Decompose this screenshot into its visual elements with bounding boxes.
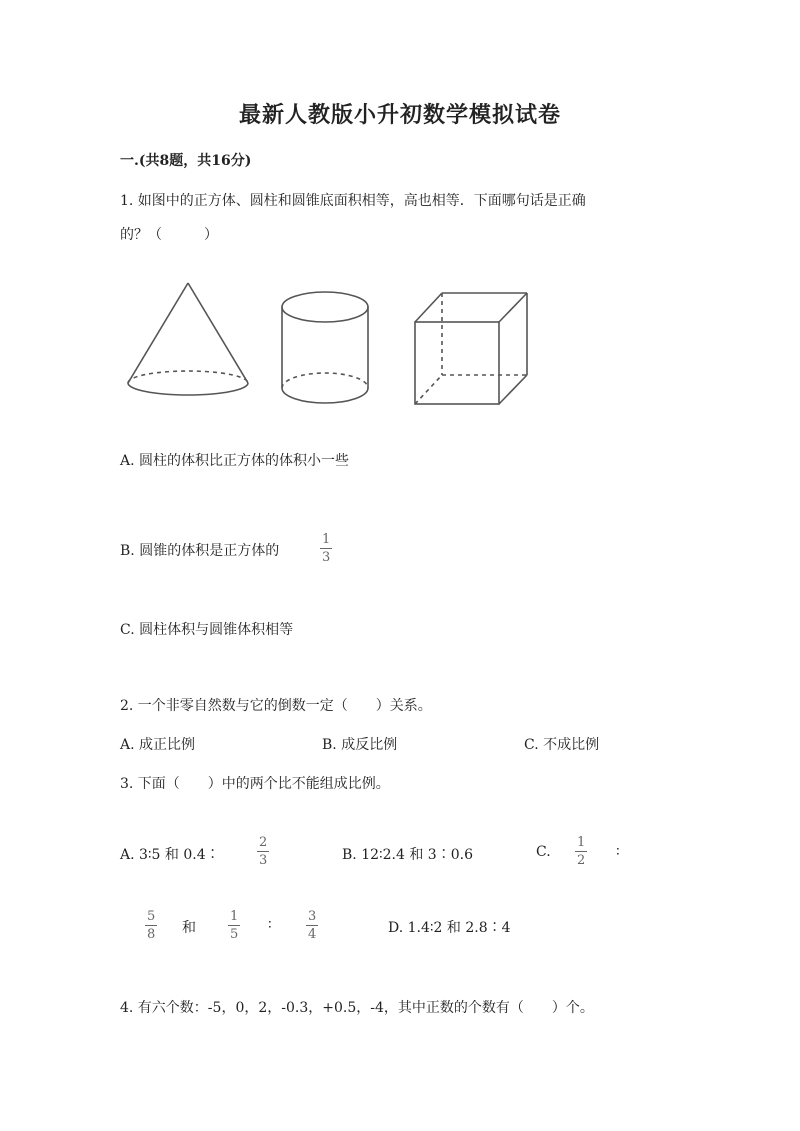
- q2-option-b: B. 成反比例: [322, 737, 398, 753]
- fraction-numerator: 1: [322, 532, 331, 547]
- q2-option-c: C. 不成比例: [524, 737, 600, 753]
- q1-option-b-fraction: [320, 533, 332, 564]
- fraction-numerator: 5: [147, 909, 156, 924]
- fraction-denominator: 4: [308, 927, 317, 942]
- q1-option-c: C. 圆柱体积与圆锥体积相等: [120, 622, 294, 638]
- q3-option-c-fraction-2: [145, 910, 157, 941]
- fraction-denominator: 8: [147, 927, 156, 942]
- q2-option-a: A. 成正比例: [120, 737, 196, 753]
- q3-option-a-fraction: [257, 836, 269, 867]
- q3-option-a: A. 3∶5 和 0.4∶: [120, 847, 220, 863]
- cube-icon: [415, 293, 527, 404]
- q4-stem: 4. 有六个数：-5，0，2，-0.3，+0.5，-4，其中正数的个数有（ ）个。: [120, 1000, 594, 1016]
- q1-stem-line2: 的？（ ）: [120, 227, 218, 243]
- q1-stem-line1: 1. 如图中的正方体、圆柱和圆锥底面积相等，高也相等．下面哪句话是正确: [120, 193, 586, 209]
- conjunction-he: 和: [182, 920, 196, 936]
- q1-option-a: A. 圆柱的体积比正方体的体积小一些: [120, 453, 350, 469]
- q3-option-c-fraction-3: [228, 910, 240, 941]
- fraction-numerator: 2: [259, 835, 268, 850]
- q1-figure: [120, 270, 540, 410]
- q3-option-c: C.: [536, 844, 551, 860]
- section-heading: 一.(共8题，共16分): [120, 153, 252, 169]
- fraction-numerator: 3: [308, 909, 317, 924]
- ratio-colon: ∶: [268, 917, 272, 933]
- fraction-denominator: 5: [230, 927, 239, 942]
- q3-option-c-fraction-4: [306, 910, 318, 941]
- fraction-denominator: 3: [259, 853, 268, 868]
- page-title: 最新人教版小升初数学模拟试卷: [238, 102, 561, 128]
- cone-icon: [128, 283, 248, 395]
- q3-stem: 3. 下面（ ）中的两个比不能组成比例。: [120, 776, 390, 792]
- q2-stem: 2. 一个非零自然数与它的倒数一定（ ）关系。: [120, 698, 432, 714]
- q3-option-d: D. 1.4∶2 和 2.8∶4: [388, 920, 511, 936]
- fraction-numerator: 1: [577, 835, 586, 850]
- fraction-denominator: 2: [577, 853, 586, 868]
- fraction-numerator: 1: [230, 909, 239, 924]
- fraction-denominator: 3: [322, 550, 331, 565]
- q3-option-b: B. 12∶2.4 和 3∶0.6: [342, 847, 473, 863]
- cylinder-icon: [282, 292, 368, 403]
- q1-option-b: B. 圆锥的体积是正方体的: [120, 543, 280, 559]
- q3-option-c-fraction-1: [575, 836, 587, 867]
- ratio-colon: ∶: [616, 844, 620, 860]
